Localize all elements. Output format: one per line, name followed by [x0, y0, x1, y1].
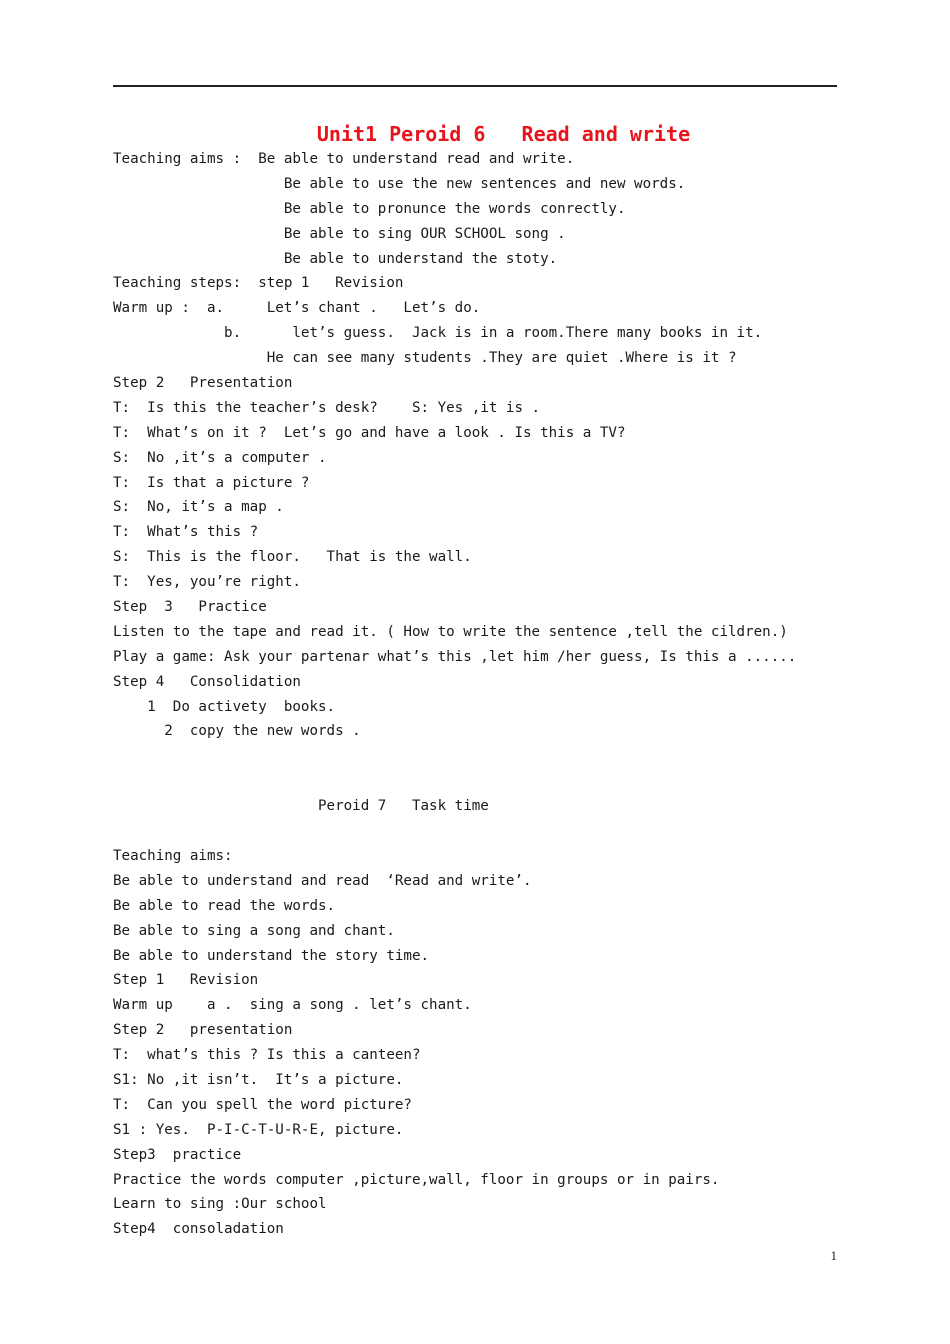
header-rule [113, 85, 837, 87]
text-line: T: Is this the teacher’s desk? S: Yes ,it is . [113, 399, 541, 416]
text-line: S: This is the floor. That is the wall. [113, 549, 472, 566]
text-line: Warm up : a. Let’s chant . Let’s do. [113, 300, 481, 317]
text-line: T: Yes, you’re right. [113, 574, 301, 591]
text-line: Be able to use the new sentences and new words. [113, 175, 686, 192]
text-line: Be able to sing OUR SCHOOL song . [113, 225, 566, 242]
text-line: T: What’s this ? [113, 524, 259, 541]
text-line: Step 2 presentation [113, 1022, 293, 1039]
text-line [113, 819, 873, 844]
page-title: Unit1 Peroid 6 Read and write [316, 122, 691, 146]
text-line: Be able to understand the story time. [113, 947, 430, 964]
text-line: Warm up a . sing a song . let’s chant. [113, 997, 472, 1014]
text-line: Peroid 7 Task time [113, 798, 489, 815]
text-line [113, 744, 873, 769]
text-line: Be able to understand and read ‘Read and write’. [113, 872, 532, 889]
text-line: Step 1 Revision [113, 972, 259, 989]
text-line: T: Can you spell the word picture? [113, 1096, 412, 1113]
text-line: T: Is that a picture ? [113, 474, 310, 491]
text-line: Be able to understand the stoty. [113, 250, 558, 267]
text-line: T: what’s this ? Is this a canteen? [113, 1047, 421, 1064]
document-body [113, 147, 873, 1242]
text-line: Step 4 Consolidation [113, 673, 301, 690]
text-line: Step 2 Presentation [113, 375, 293, 392]
text-line: Listen to the tape and read it. ( How to write the sentence ,tell the cildren.) [113, 623, 788, 640]
text-line: Teaching steps: step 1 Revision [113, 275, 404, 292]
text-line: Teaching aims: [113, 847, 233, 864]
text-line: Teaching aims : Be able to understand read and write. [113, 151, 575, 167]
text-line: 2 copy the new words . [113, 723, 361, 740]
text-line: Step3 practice [113, 1146, 242, 1163]
text-line: Step 3 Practice [113, 599, 267, 616]
text-line: He can see many students .They are quiet .Where is it ? [113, 350, 737, 367]
text-line: T: What’s on it ? Let’s go and have a look . Is this a TV? [113, 424, 626, 441]
text-line: S: No, it’s a map . [113, 499, 284, 516]
text-line: Play a game: Ask your partenar what’s this ,let him /her guess, Is this a ...... [113, 648, 797, 665]
text-line: Be able to pronunce the words conrectly. [113, 200, 626, 217]
text-line: Learn to sing :Our school [113, 1196, 327, 1213]
text-line: Practice the words computer ,picture,wall, floor in groups or in pairs. [113, 1171, 720, 1188]
text-line: Be able to read the words. [113, 897, 336, 914]
text-line: Step4 consoladation [113, 1221, 284, 1238]
text-line: Be able to sing a song and chant. [113, 922, 395, 939]
text-line: S: No ,it’s a computer . [113, 449, 327, 466]
text-line: S1 : Yes. P-I-C-T-U-R-E, picture. [113, 1121, 404, 1138]
text-line: 1 Do activety books. [113, 698, 336, 715]
page-number: 1 [830, 1248, 837, 1263]
text-line: S1: No ,it isn’t. It’s a picture. [113, 1071, 404, 1088]
text-line [113, 769, 873, 794]
text-line: b. let’s guess. Jack is in a room.There many books in it. [113, 325, 763, 342]
